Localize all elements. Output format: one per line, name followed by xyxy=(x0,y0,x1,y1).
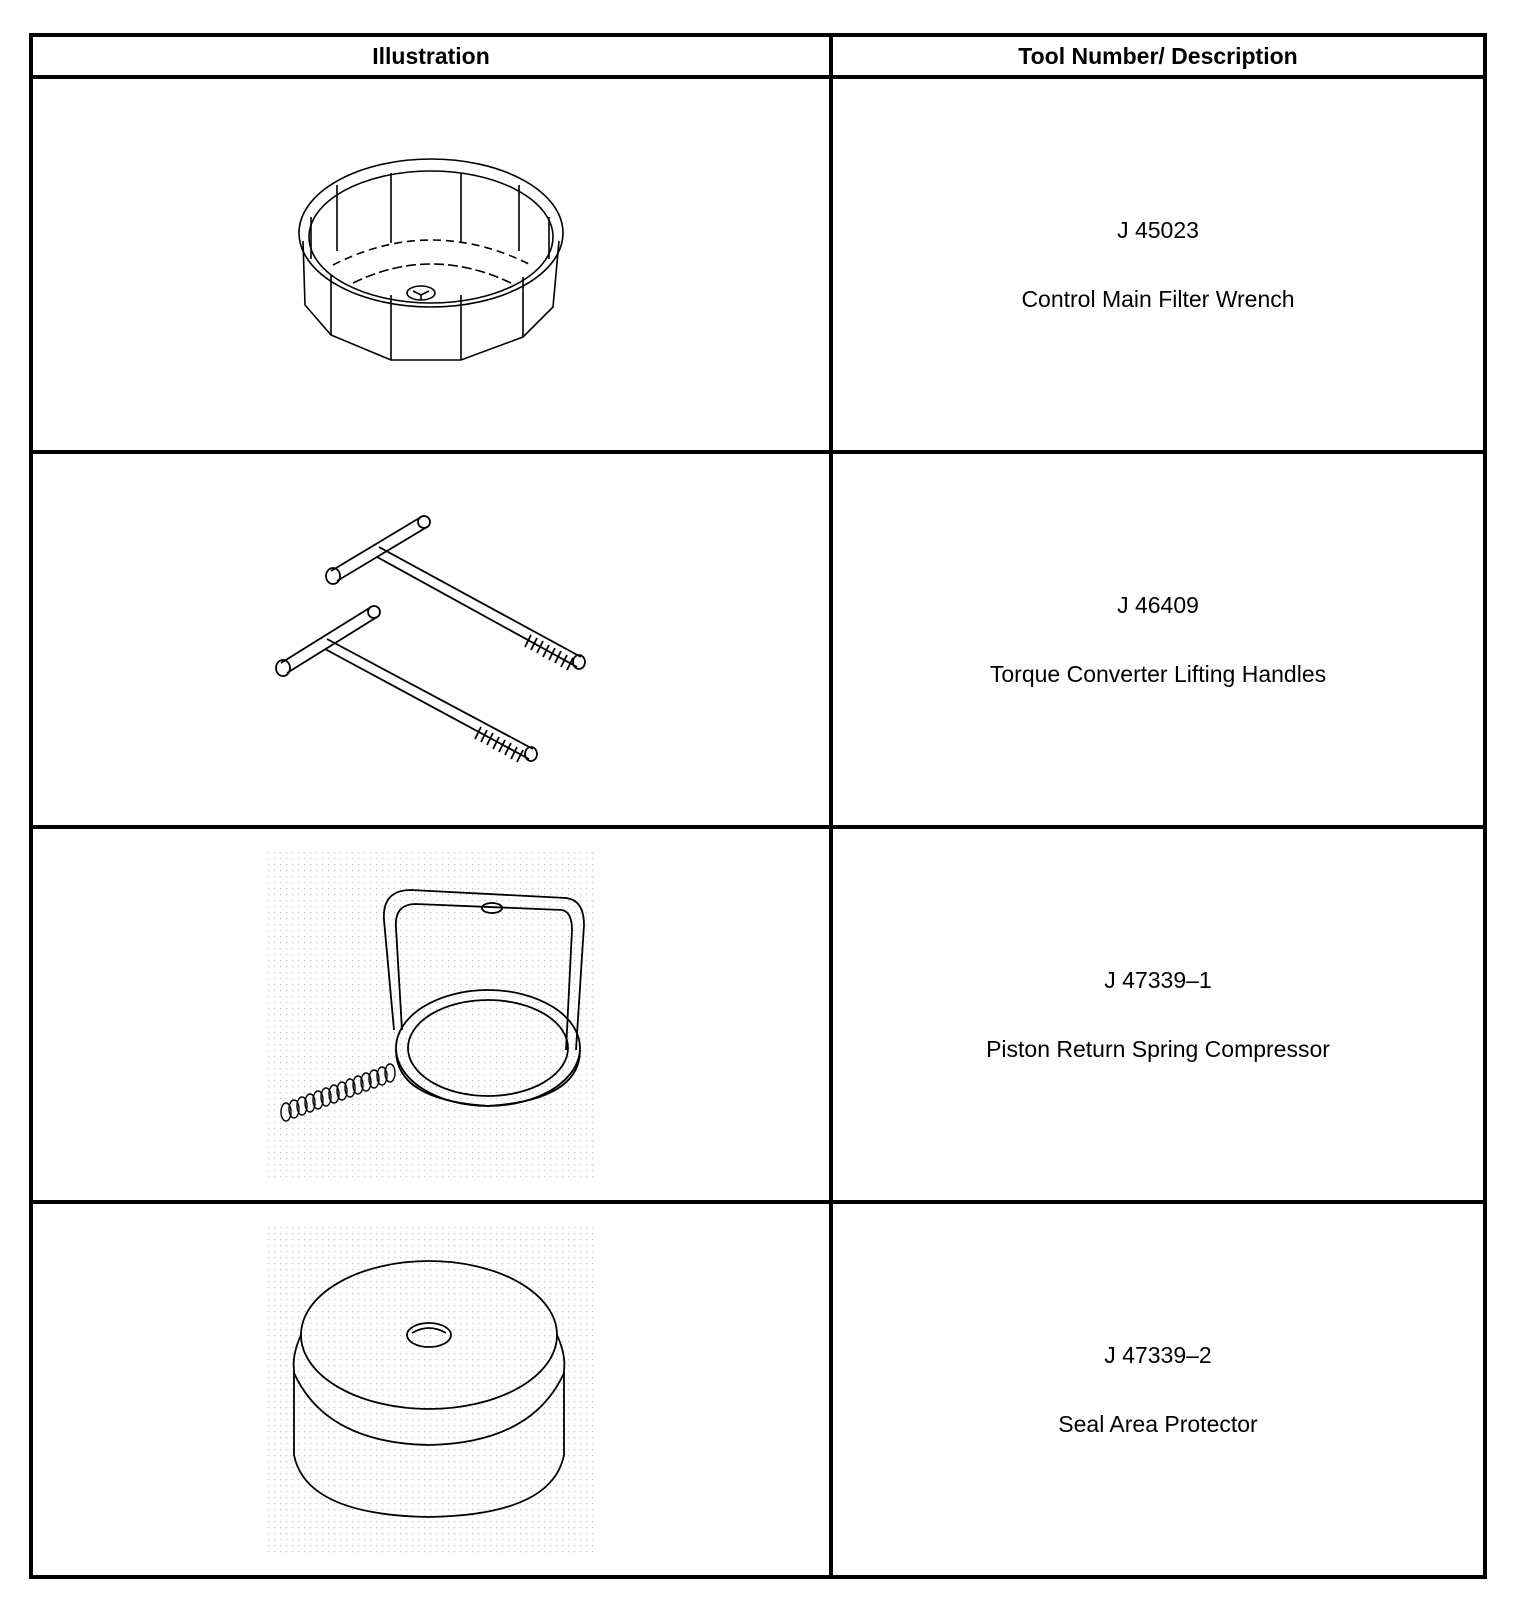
table-row xyxy=(31,827,1485,1202)
tool-description: Piston Return Spring Compressor xyxy=(986,1035,1330,1062)
header-illustration: Illustration xyxy=(31,35,831,77)
tool-cell xyxy=(831,452,1485,827)
tool-number: J 47339–1 xyxy=(1104,966,1212,993)
tool-description: Torque Converter Lifting Handles xyxy=(989,660,1327,687)
header-tool-number: Tool Number/ Description xyxy=(831,35,1485,77)
illustration-cell xyxy=(31,452,831,827)
tool-description: Control Main Filter Wrench xyxy=(1021,285,1295,312)
tool-description: Seal Area Protector xyxy=(1058,1410,1258,1437)
table-row xyxy=(31,1202,1485,1577)
spring-compressor-icon xyxy=(266,850,596,1180)
tools-table xyxy=(29,33,1487,1579)
tool-number: J 46409 xyxy=(1117,591,1199,618)
seal-protector-icon xyxy=(266,1225,596,1555)
tool-cell xyxy=(831,1202,1485,1577)
tool-number: J 45023 xyxy=(1117,216,1199,243)
tool-cell xyxy=(831,827,1485,1202)
table-row xyxy=(31,77,1485,452)
table-row xyxy=(31,452,1485,827)
tool-number: J 47339–2 xyxy=(1104,1341,1212,1368)
tool-cell xyxy=(831,77,1485,452)
lifting-handles-icon xyxy=(271,505,591,775)
filter-wrench-icon xyxy=(291,155,571,375)
illustration-cell xyxy=(31,1202,831,1577)
illustration-cell xyxy=(31,77,831,452)
illustration-cell xyxy=(31,827,831,1202)
